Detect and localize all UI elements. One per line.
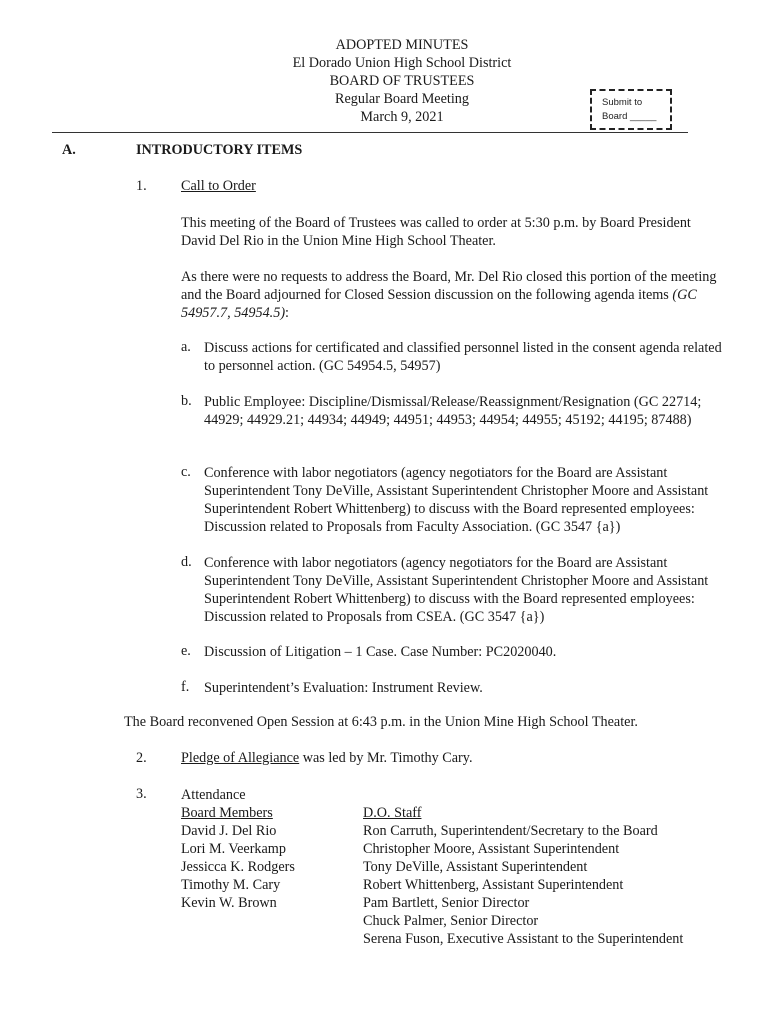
- item-number: 3.: [136, 786, 147, 802]
- list-item: Discussion of Litigation – 1 Case. Case Number: PC2020040.: [204, 644, 557, 660]
- list-item-letter: c.: [181, 464, 191, 480]
- item-title-call-to-order: Call to Order: [181, 178, 256, 194]
- staff-member: Robert Whittenberg, Assistant Superintendent: [363, 877, 624, 893]
- list-item-letter: f.: [181, 679, 190, 695]
- header-divider: [52, 132, 688, 133]
- list-item-letter: b.: [181, 393, 192, 409]
- closed-session-text: As there were no requests to address the Board, Mr. Del Rio closed this portion of the meeting and the Board adjourned for Closed Session discussion on the following agenda items: [181, 269, 717, 303]
- board-member: David J. Del Rio: [181, 823, 277, 839]
- header-title: ADOPTED MINUTES: [335, 37, 469, 53]
- closed-session-colon: :: [285, 305, 289, 321]
- header-district: El Dorado Union High School District: [292, 55, 512, 71]
- staff-member: Ron Carruth, Superintendent/Secretary to the Board: [363, 823, 658, 839]
- staff-member: Chuck Palmer, Senior Director: [363, 913, 539, 929]
- paragraph-call-to-order: This meeting of the Board of Trustees was called to order at 5:30 p.m. by Board President David Del Rio in the Union Mine High School Theater.: [181, 215, 691, 249]
- board-members-heading: Board Members: [181, 805, 273, 821]
- list-item: Conference with labor negotiators (agency negotiators for the Board are Assistant Superintendent Tony DeVille, Assistant Superintendent Christopher Moore and Assistant Superintendent Robert Whittenberg) to discuss with the Board represented employees: Discussion related to Proposals from CSEA. (GC 3547 {a}): [204, 555, 709, 625]
- pledge-rest: was led by Mr. Timothy Cary.: [299, 750, 473, 766]
- header-meeting-type: Regular Board Meeting: [335, 91, 469, 107]
- document-header: [190, 36, 614, 126]
- list-item: Public Employee: Discipline/Dismissal/Release/Reassignment/Resignation (GC 22714; 44929; 44929.21; 44934; 44949; 44951; 44953; 44954; 44955; 45192; 44195; 87488): [204, 394, 702, 428]
- do-staff-column: [363, 804, 683, 948]
- list-item-letter: d.: [181, 554, 192, 570]
- reconvene-statement: The Board reconvened Open Session at 6:43 p.m. in the Union Mine High School Theater.: [124, 714, 638, 730]
- list-item: Conference with labor negotiators (agency negotiators for the Board are Assistant Superintendent Tony DeVille, Assistant Superintendent Christopher Moore and Assistant Superintendent Robert Whittenberg) to discuss with the Board represented employees: Discussion related to Proposals from Faculty Association. (GC 3547 {a}): [204, 465, 709, 535]
- list-item-letter: e.: [181, 643, 191, 659]
- section-letter: A.: [62, 142, 76, 158]
- staff-member: Tony DeVille, Assistant Superintendent: [363, 859, 588, 875]
- attendance-title: Attendance: [181, 787, 246, 803]
- header-board: BOARD OF TRUSTEES: [329, 73, 475, 89]
- board-member: Lori M. Veerkamp: [181, 841, 286, 857]
- header-date: March 9, 2021: [360, 109, 444, 125]
- pledge-line: [181, 750, 473, 767]
- staff-member: Pam Bartlett, Senior Director: [363, 895, 530, 911]
- paragraph-closed-session: [181, 268, 721, 322]
- list-item-letter: a.: [181, 339, 191, 355]
- board-member: Timothy M. Cary: [181, 877, 281, 893]
- closed-session-citation: (GC 54957.7, 54954.5): [181, 287, 697, 321]
- do-staff-heading: D.O. Staff: [363, 805, 422, 821]
- list-item: Discuss actions for certificated and classified personnel listed in the consent agenda related to personnel action. (GC 54954.5, 54957): [204, 340, 722, 374]
- list-item: Superintendent’s Evaluation: Instrument Review.: [204, 680, 483, 696]
- submit-box-line2: Board _____: [602, 111, 657, 122]
- staff-member: Serena Fuson, Executive Assistant to the Superintendent: [363, 931, 684, 947]
- submit-to-board-box: [590, 89, 672, 130]
- item-number: 1.: [136, 178, 147, 194]
- board-member: Kevin W. Brown: [181, 895, 277, 911]
- section-title: INTRODUCTORY ITEMS: [136, 142, 303, 158]
- board-member: Jessicca K. Rodgers: [181, 859, 295, 875]
- pledge-title: Pledge of Allegiance: [181, 750, 300, 766]
- staff-member: Christopher Moore, Assistant Superintendent: [363, 841, 620, 857]
- board-members-column: [181, 786, 295, 912]
- submit-box-line1: Submit to: [602, 97, 643, 108]
- item-number: 2.: [136, 750, 147, 766]
